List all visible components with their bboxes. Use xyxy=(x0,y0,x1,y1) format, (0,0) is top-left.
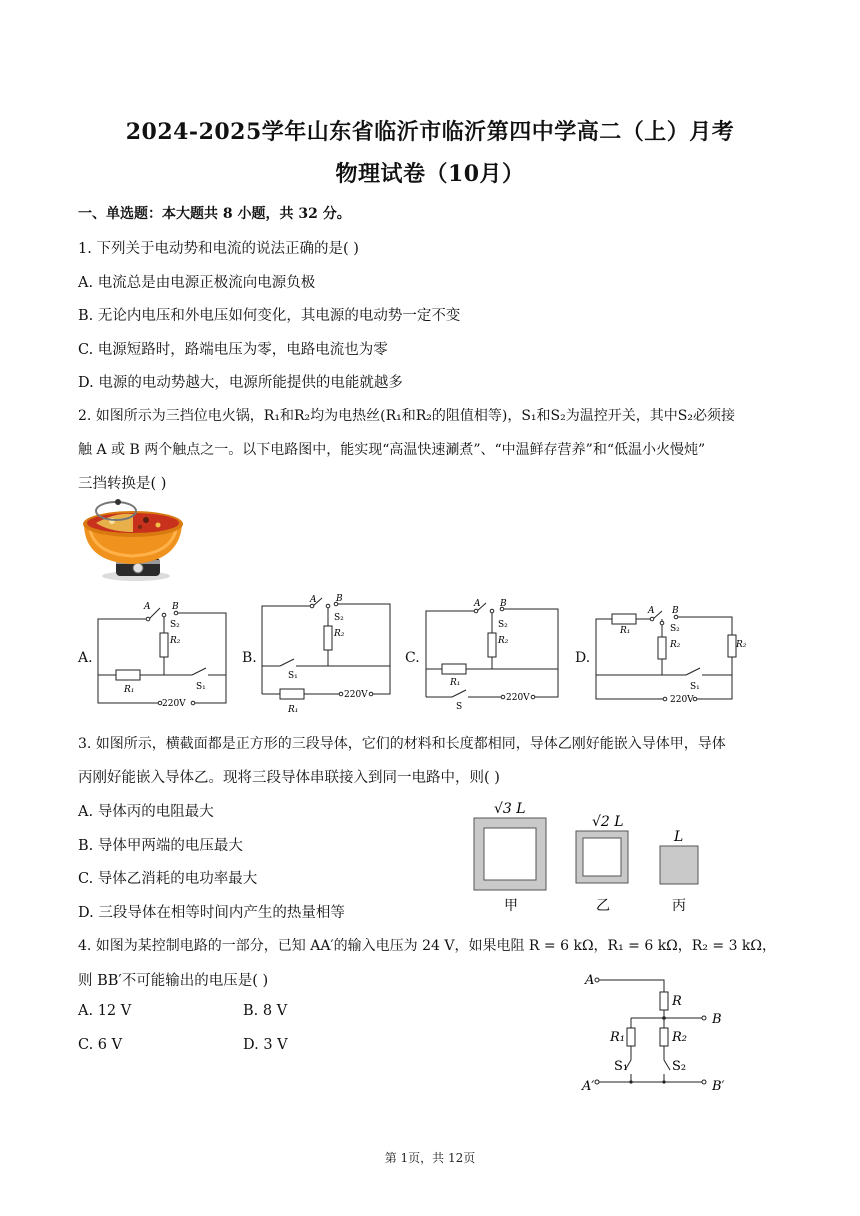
q2-stem-line1: 2. 如图所示为三挡位电火锅，R₁和R₂均为电热丝(R₁和R₂的阻值相等)，S₁和S₂为温控开关，其中S₂必须接 xyxy=(78,408,735,424)
label-a: A xyxy=(648,606,655,616)
q3-option-d: D. 三段导体在相等时间内产生的热量相等 xyxy=(78,905,345,921)
label-a: A xyxy=(585,973,595,988)
caption-jia: 甲 xyxy=(504,898,518,914)
q1-option-b: B. 无论内电压和外电压如何变化，其电源的电动势一定不变 xyxy=(78,308,461,324)
label-s1: S₁ xyxy=(690,682,700,692)
label-s1: S₁ xyxy=(614,1059,629,1074)
q2-stem-line2: 触 A 或 B 两个触点之一。以下电路图中，能实现“高温快速涮煮”、“中温鲜存营养”和“低温小火慢炖” xyxy=(78,442,706,458)
q2-circuit-c xyxy=(422,597,562,713)
label-a-prime: A′ xyxy=(582,1079,595,1094)
q3-option-b: B. 导体甲两端的电压最大 xyxy=(78,838,243,854)
label-s1: S₁ xyxy=(288,671,298,681)
q4-stem-line1: 4. 如图为某控制电路的一部分，已知 AA′的输入电压为 24 V，如果电阻 R = 6 kΩ，R₁ = 6 kΩ，R₂ = 3 kΩ， xyxy=(78,938,777,954)
label-voltage: 220V xyxy=(506,693,530,703)
page-title-line1: 2024-2025学年山东省临沂市临沂第四中学高二（上）月考 xyxy=(125,119,735,145)
label-b: B xyxy=(336,594,343,604)
q3-option-a: A. 导体丙的电阻最大 xyxy=(78,804,214,820)
page-footer: 第 1页，共 12页 xyxy=(384,1151,476,1165)
label-b-prime: B′ xyxy=(712,1079,725,1094)
label-b: B xyxy=(500,599,507,609)
label-voltage: 220V xyxy=(162,699,186,709)
page-title-line2: 物理试卷（10月） xyxy=(335,161,525,187)
label-a: A xyxy=(474,599,481,609)
q2-choice-b-label: B. xyxy=(242,650,257,666)
label-r: R xyxy=(672,994,682,1009)
q2-choice-c-label: C. xyxy=(405,650,420,666)
label-voltage: 220V xyxy=(344,690,368,700)
label-r1: R₁ xyxy=(610,1030,625,1045)
label-r2: R₂ xyxy=(672,1030,687,1045)
label-s: S xyxy=(456,702,463,712)
label-r2: R₂ xyxy=(670,640,681,650)
label-s2: S₂ xyxy=(672,1059,687,1074)
label-b: B xyxy=(712,1012,722,1027)
label-r2: R₂ xyxy=(170,636,181,646)
q1-option-a: A. 电流总是由电源正极流向电源负极 xyxy=(78,275,316,291)
dim-jia: √3 L xyxy=(494,801,526,817)
dim-bing: L xyxy=(674,829,684,845)
q3-option-c: C. 导体乙消耗的电功率最大 xyxy=(78,871,258,887)
label-r1: R₁ xyxy=(450,678,461,688)
q2-circuit-d xyxy=(592,597,752,713)
q3-conductors-figure xyxy=(466,796,726,918)
q4-option-c: C. 6 V xyxy=(78,1037,123,1053)
caption-bing: 丙 xyxy=(672,898,686,914)
label-a: A xyxy=(310,595,317,605)
q4-stem-line2: 则 BB′不可能输出的电压是( ) xyxy=(78,973,269,989)
label-s2: S₂ xyxy=(670,624,680,634)
caption-yi: 乙 xyxy=(596,898,610,914)
label-b: B xyxy=(172,602,179,612)
label-r1: R₁ xyxy=(288,705,299,715)
q4-circuit-figure xyxy=(580,966,740,1096)
q2-choice-d-label: D. xyxy=(575,650,591,666)
q1-stem: 1. 下列关于电动势和电流的说法正确的是( ) xyxy=(78,241,359,257)
q2-stem-line3: 三挡转换是( ) xyxy=(78,476,167,492)
q2-choice-a-label: A. xyxy=(78,650,93,666)
label-s1: S₁ xyxy=(196,682,206,692)
label-s2: S₂ xyxy=(334,613,344,623)
dim-yi: √2 L xyxy=(592,814,624,830)
q3-stem-line1: 3. 如图所示，横截面都是正方形的三段导体，它们的材料和长度都相同，导体乙刚好能嵌入导体甲，导体 xyxy=(78,736,726,752)
label-r1: R₁ xyxy=(620,626,631,636)
hotpot-image xyxy=(76,496,188,584)
label-s2: S₂ xyxy=(498,620,508,630)
label-a: A xyxy=(144,602,151,612)
label-r2: R₂ xyxy=(334,629,345,639)
label-r2-right: R₂ xyxy=(736,640,747,650)
q1-option-c: C. 电源短路时，路端电压为零，电路电流也为零 xyxy=(78,342,388,358)
label-r1: R₁ xyxy=(124,685,135,695)
q4-option-a: A. 12 V xyxy=(78,1003,132,1019)
q4-option-d: D. 3 V xyxy=(243,1037,288,1053)
section-heading: 一、单选题：本大题共 8 小题，共 32 分。 xyxy=(78,206,351,222)
q2-circuit-b xyxy=(258,594,398,716)
label-s2: S₂ xyxy=(170,620,180,630)
label-voltage: 220V xyxy=(670,695,694,705)
label-b: B xyxy=(672,606,679,616)
q4-option-b: B. 8 V xyxy=(243,1003,288,1019)
q2-circuit-a xyxy=(94,597,234,711)
label-r2: R₂ xyxy=(498,636,509,646)
q1-option-d: D. 电源的电动势越大，电源所能提供的电能就越多 xyxy=(78,375,403,391)
q3-stem-line2: 丙刚好能嵌入导体乙。现将三段导体串联接入到同一电路中，则( ) xyxy=(78,770,500,786)
conductor-bing xyxy=(660,846,698,884)
